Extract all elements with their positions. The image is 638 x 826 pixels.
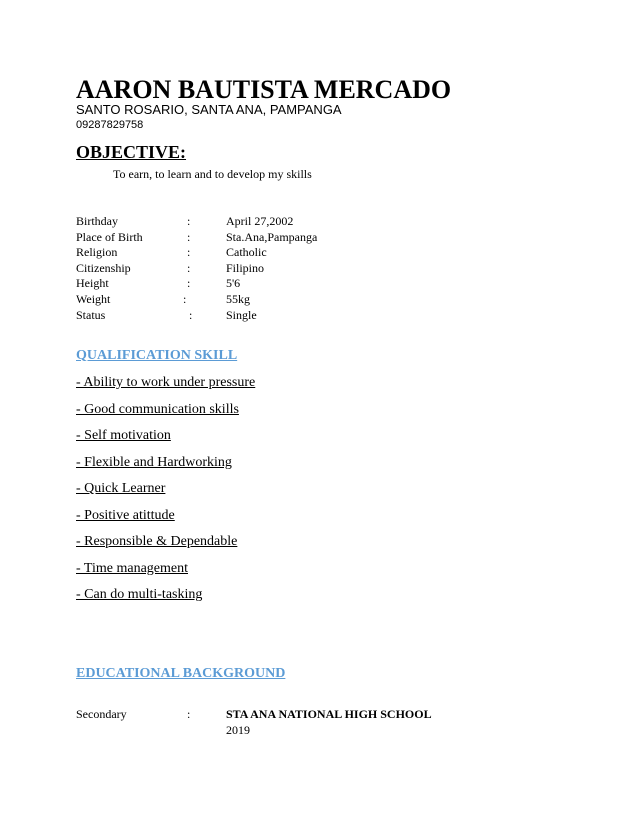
detail-label: Weight (76, 291, 111, 306)
education-school: STA ANA NATIONAL HIGH SCHOOL (226, 707, 432, 721)
detail-value: Catholic (226, 245, 267, 260)
detail-row-weight (76, 292, 396, 308)
detail-value: Single (226, 307, 257, 322)
skills-list (76, 374, 255, 613)
detail-label: Place of Birth (76, 229, 143, 244)
detail-value: Sta.Ana,Pampanga (226, 229, 318, 244)
skill-item: - Can do multi-tasking (76, 587, 203, 602)
personal-details (76, 214, 396, 323)
objective-heading: OBJECTIVE: (76, 142, 187, 162)
detail-colon: : (187, 245, 191, 260)
applicant-phone: 09287829758 (76, 119, 144, 131)
detail-value: 55kg (226, 291, 250, 306)
detail-colon: : (187, 276, 191, 291)
detail-row-birthday (76, 214, 396, 230)
detail-row-status (76, 308, 396, 324)
detail-label: Birthday (76, 214, 118, 228)
skill-item: - Ability to work under pressure (76, 375, 256, 390)
applicant-name: AARON BAUTISTA MERCADO (76, 75, 452, 104)
applicant-address: SANTO ROSARIO, SANTA ANA, PAMPANGA (76, 102, 342, 117)
detail-colon: : (187, 229, 191, 244)
detail-colon: : (189, 307, 193, 322)
education-colon: : (187, 707, 191, 721)
skill-item: - Flexible and Hardworking (76, 454, 232, 470)
detail-label: Status (76, 307, 106, 322)
education-year: 2019 (226, 723, 250, 737)
detail-row-place-of-birth (76, 230, 396, 246)
qualification-heading: QUALIFICATION SKILL (76, 348, 238, 363)
skill-item: - Good communication skills (76, 401, 239, 417)
detail-row-citizenship (76, 261, 396, 277)
detail-value: Filipino (226, 260, 265, 275)
detail-row-height (76, 276, 396, 292)
detail-label: Religion (76, 245, 118, 260)
detail-label: Height (76, 276, 109, 291)
skill-item: - Quick Learner (76, 481, 166, 496)
education-heading: EDUCATIONAL BACKGROUND (76, 666, 286, 681)
detail-value: April 27,2002 (226, 214, 294, 228)
detail-colon: : (187, 214, 191, 228)
detail-value: 5'6 (226, 276, 241, 291)
education-level: Secondary (76, 707, 127, 721)
skill-item: - Positive atittude (76, 507, 175, 523)
objective-text: To earn, to learn and to develop my skills (113, 167, 312, 181)
skill-item: - Responsible & Dependable (76, 534, 238, 549)
detail-colon: : (183, 291, 187, 306)
detail-colon: : (187, 260, 191, 275)
skill-item: - Self motivation (76, 428, 171, 443)
education-entry (76, 707, 496, 743)
detail-row-religion (76, 245, 396, 261)
detail-label: Citizenship (76, 260, 131, 275)
skill-item: - Time management (76, 560, 188, 576)
